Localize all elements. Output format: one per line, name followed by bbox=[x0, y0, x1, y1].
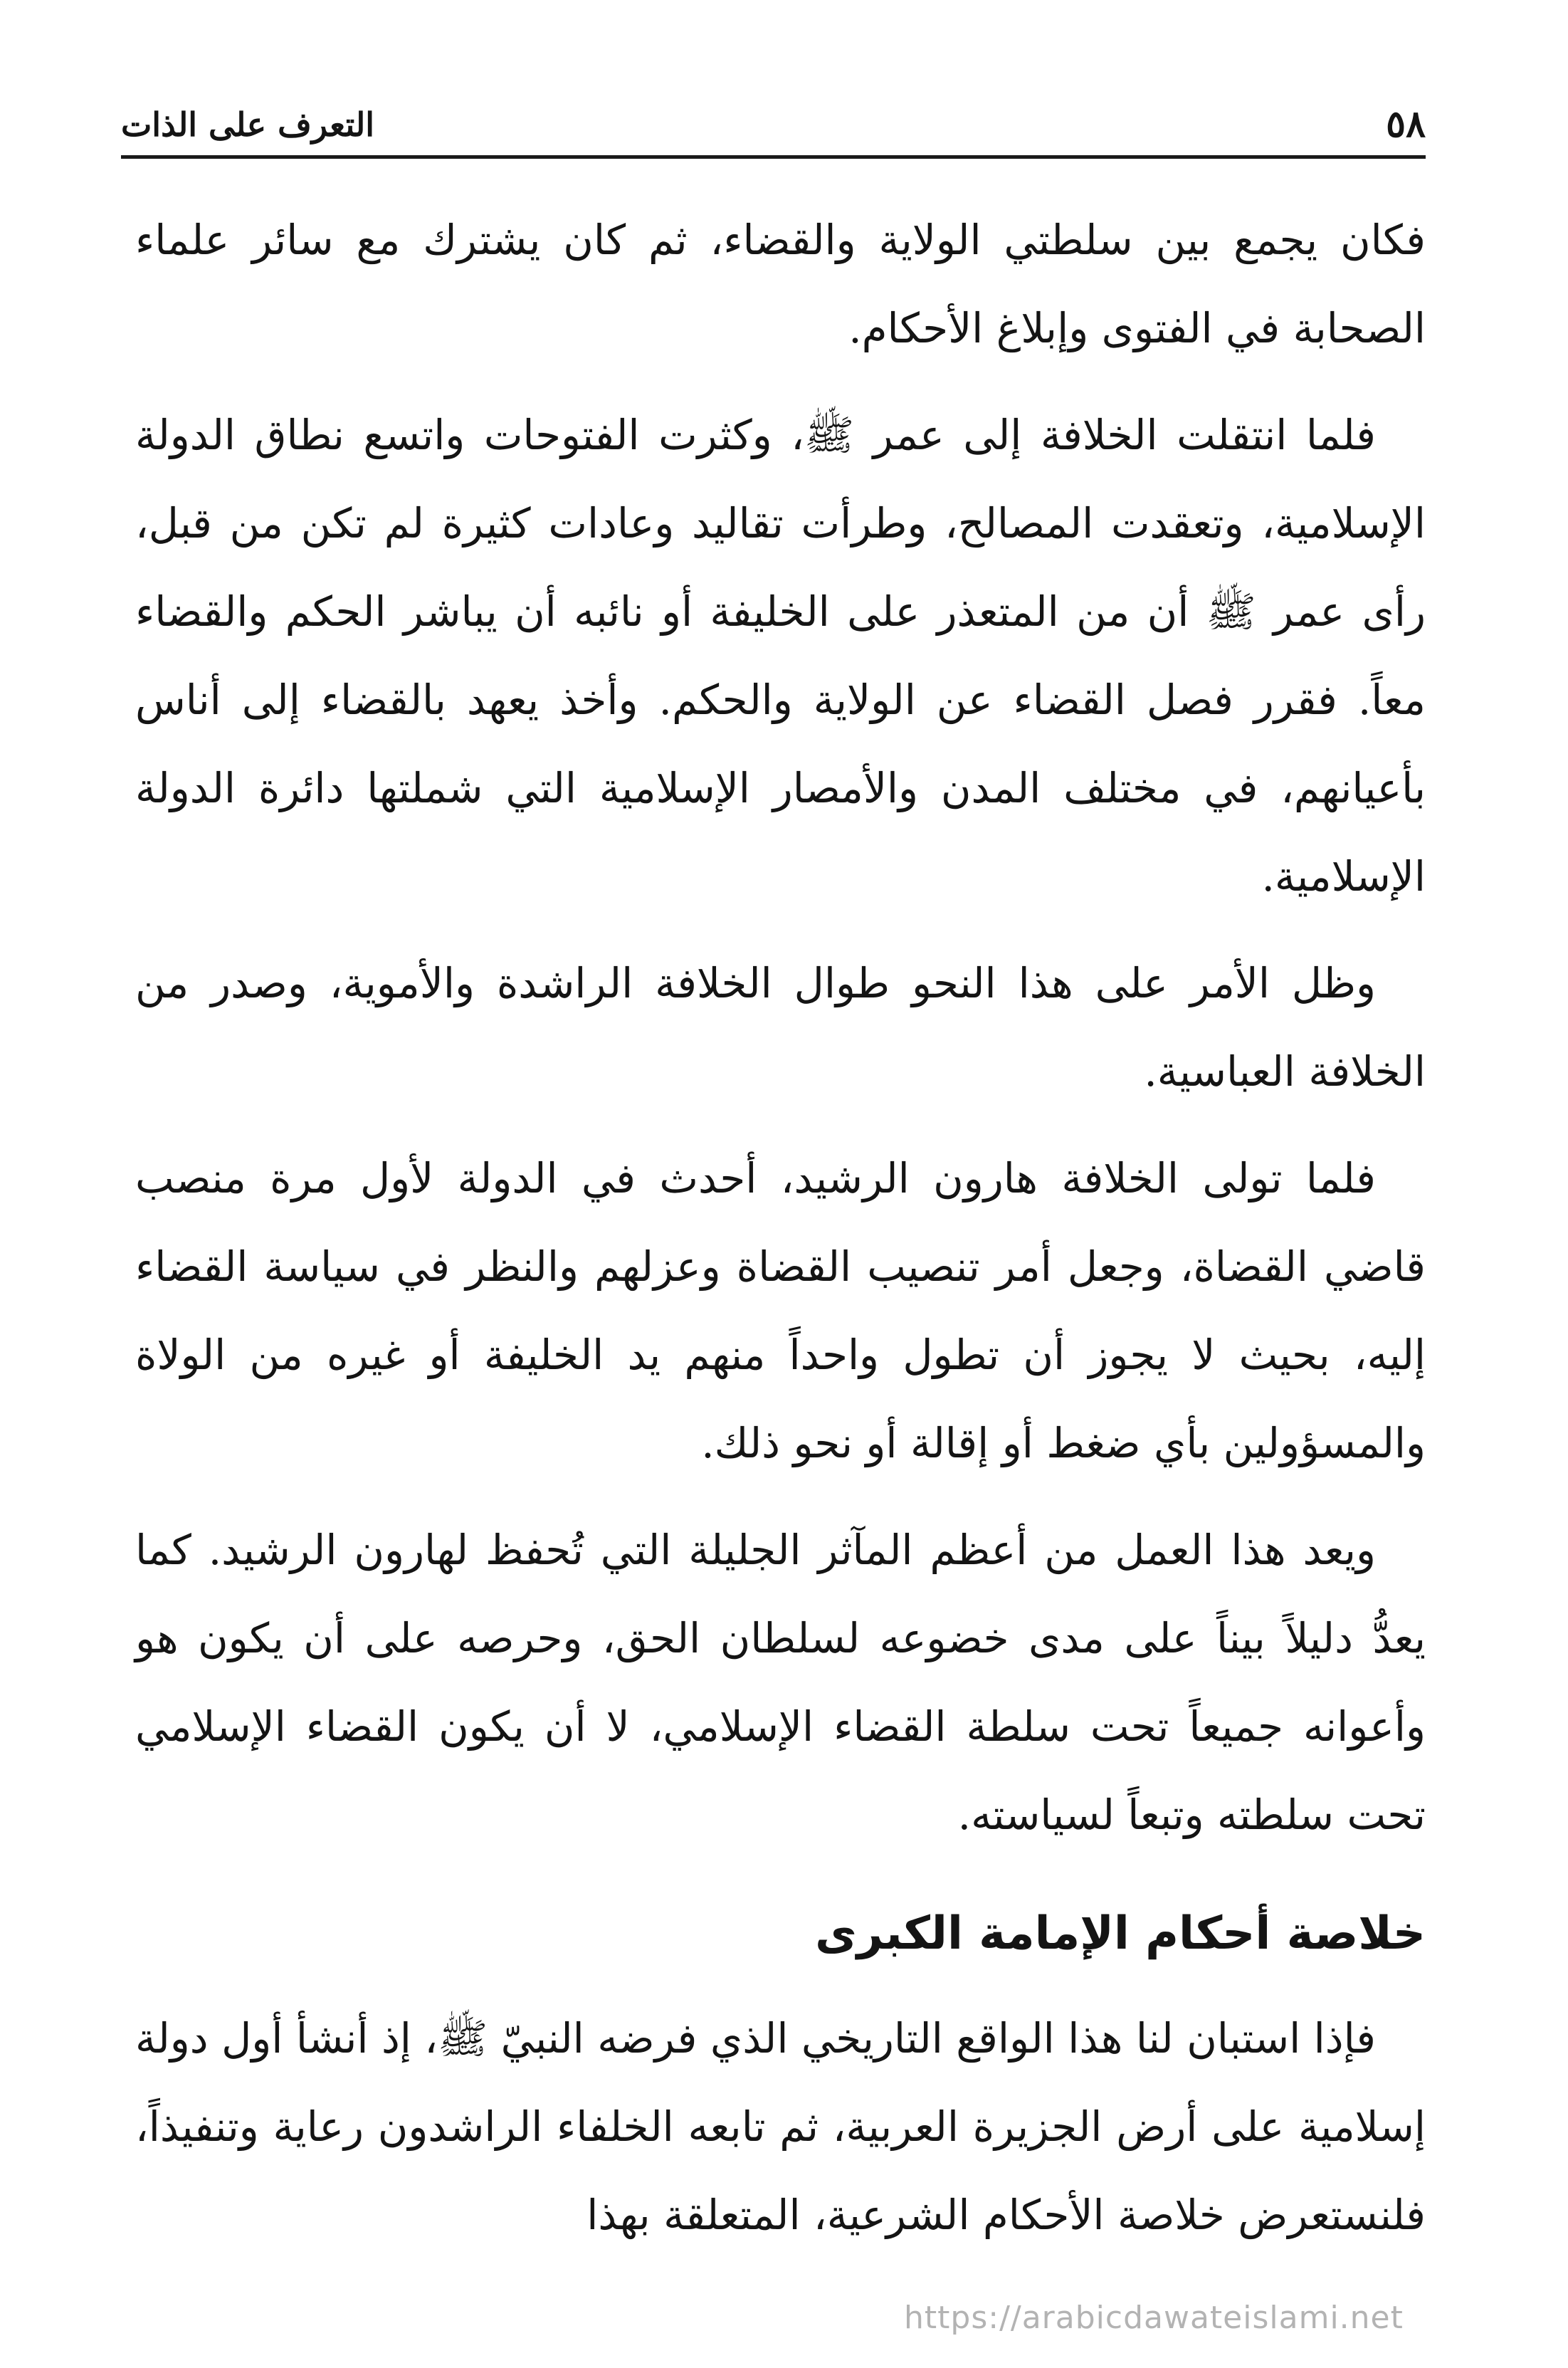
paragraph: وظل الأمر على هذا النحو طوال الخلافة الراشدة والأموية، وصدر من الخلافة العباسية. bbox=[135, 959, 1426, 1096]
page-number: ٥٨ bbox=[1386, 103, 1426, 146]
paragraph: فكان يجمع بين سلطتي الولاية والقضاء، ثم كان يشترك مع سائر علماء الصحابة في الفتوى وإبلاغ الأحكام. bbox=[135, 216, 1426, 352]
header-divider bbox=[121, 155, 1426, 159]
page-header bbox=[121, 100, 1426, 150]
paragraph: ويعد هذا العمل من أعظم المآثر الجليلة التي تُحفظ لهارون الرشيد. كما يعدُّ دليلاً بيناً على مدى خضوعه لسلطان الحق، وحرصه على أن يكون هو وأعوانه جميعاً تحت سلطة القضاء الإسلامي، لا أن يكون القضاء الإسلامي تحت سلطته وتبعاً لسياسته. bbox=[135, 1526, 1426, 1839]
paragraph: فلما انتقلت الخلافة إلى عمر ﷺ، وكثرت الفتوحات واتسع نطاق الدولة الإسلامية، وتعقدت المصالح، وطرأت تقاليد وعادات كثيرة لم تكن من قبل، رأى عمر ﷺ أن من المتعذر على الخليفة أو نائبه أن يباشر الحكم والقضاء معاً. فقرر فصل القضاء عن الولاية والحكم. وأخذ يعهد بالقضاء إلى أناس بأعيانهم، في مختلف المدن والأمصار الإسلامية التي شملتها دائرة الدولة الإسلامية. bbox=[135, 411, 1426, 901]
paragraph: فإذا استبان لنا هذا الواقع التاريخي الذي فرضه النبيّ ﷺ، إذ أنشأ أول دولة إسلامية على أرض الجزيرة العربية، ثم تابعه الخلفاء الراشدون رعاية وتنفيذاً، فلنستعرض خلاصة الأحكام الشرعية، المتعلقة بهذا bbox=[135, 2014, 1426, 2239]
paragraph: فلما تولى الخلافة هارون الرشيد، أحدث في الدولة لأول مرة منصب قاضي القضاة، وجعل أمر تنصيب القضاة وعزلهم والنظر في سياسة القضاء إليه، بحيث لا يجوز أن تطول واحداً منهم يد الخليفة أو غيره من الولاة والمسؤولين بأي ضغط أو إقالة أو نحو ذلك. bbox=[135, 1154, 1426, 1467]
running-title: التعرف على الذات bbox=[121, 105, 375, 144]
watermark-url: https://arabicdawateislami.net bbox=[904, 2300, 1404, 2336]
page-body bbox=[135, 196, 1426, 2278]
section-heading: خلاصة أحكام الإمامة الكبرى bbox=[815, 1907, 1426, 1960]
